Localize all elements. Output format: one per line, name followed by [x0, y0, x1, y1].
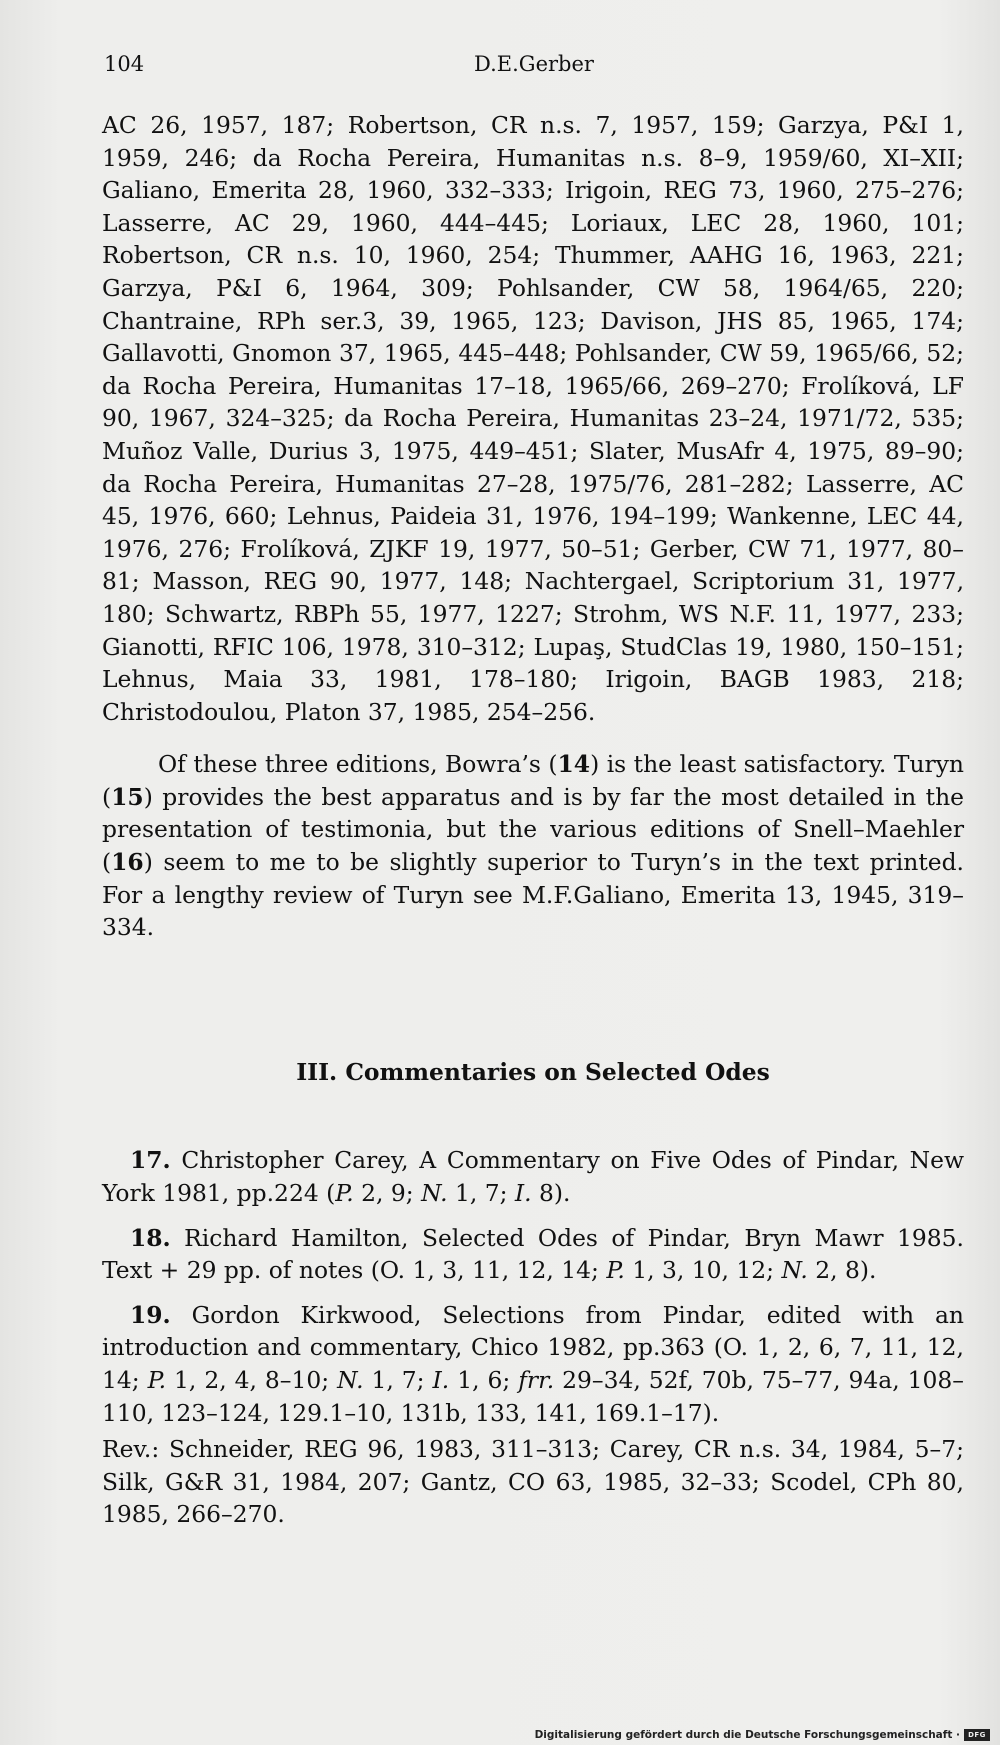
entry-text-segment: 29–34, 52f, 70b, 75–77, 94a, 108–110, 123–124, 129.1–10, 131b, 133, 141, 169.1–17). — [102, 1366, 964, 1427]
ref-16: 16 — [111, 848, 144, 877]
nemean-abbrev: N. — [337, 1366, 364, 1394]
entry-19-reviews: Rev.: Schneider, REG 96, 1983, 311–313; Carey, CR n.s. 34, 1984, 5–7; Silk, G&R 31, 1984, 207; Gantz, CO 63, 1985, 32–33; Scodel, CPh 80, 1985, 266–270. — [102, 1435, 964, 1529]
fragments-abbrev: frr. — [518, 1366, 555, 1394]
body-text — [102, 109, 964, 1531]
bibliography-entry-18 — [102, 1222, 964, 1287]
credit-text: Digitalisierung gefördert durch die Deutsche Forschungsgemeinschaft · — [534, 1729, 960, 1741]
page-number: 104 — [104, 52, 145, 76]
ref-14: 14 — [557, 750, 591, 779]
entry-text-segment: 1, 2, 4, 8–10; — [166, 1366, 338, 1394]
comparison-text-2: ) is the least satisfactory. Turyn ( — [102, 750, 964, 811]
entry-text-segment: 1, 3, 10, 12; — [624, 1256, 782, 1285]
entry-text: Gordon Kirkwood, Selections from Pindar, edited with an introduction and commentary, Chico 1982, pp.363 (O. 1, 2, 6, 7, 11, 12, 14; — [102, 1300, 964, 1394]
entry-number: 19. — [130, 1300, 171, 1329]
nemean-abbrev: N. — [781, 1256, 808, 1285]
section-heading: III. Commentaries on Selected Odes — [296, 1057, 770, 1086]
dfg-logo: DFG — [964, 1729, 990, 1741]
entry-text-segment: 1, 7; — [363, 1366, 433, 1394]
review-list-continuation: AC 26, 1957, 187; Robertson, CR n.s. 7, 1957, 159; Garzya, P&I 1, 1959, 246; da Rocha Pereira, Humanitas n.s. 8–9, 1959/60, XI–XII; Galiano, Emerita 28, 1960, 332–333; Irigoin, REG 73, 1960, 275–276; Lasserre, AC 29, 1960, 444–445; Loriaux, LEC 28, 1960, 101; Robertson, CR n.s. 10, 1960, 254; Thummer, AAHG 16, 1963, 221; Garzya, P&I 6, 1964, 309; Pohlsander, CW 58, 1964/65, 220; Chantraine, RPh ser.3, 39, 1965, 123; Davison, JHS 85, 1965, 174; Gallavotti, Gnomon 37, 1965, 445–448; Pohlsander, CW 59, 1965/66, 52; da Rocha Pereira, Humanitas 17–18, 1965/66, 269–270; Frolíková, LF 90, 1967, 324–325; da Rocha Pereira, Humanitas 23–24, 1971/72, 535; Muñoz Valle, Durius 3, 1975, 449–451; Slater, MusAfr 4, 1975, 89–90; da Rocha Pereira, Humanitas 27–28, 1975/76, 281–282; Lasserre, AC 45, 1976, 660; Lehnus, Paideia 31, 1976, 194–199; Wankenne, LEC 44, 1976, 276; Frolíková, ZJKF 19, 1977, 50–51; Gerber, CW 71, 1977, 80–81; Masson, REG 90, 1977, 148; Nachtergael, Scriptorium 31, 1977, 180; Schwartz, RBPh 55, 1977, 1227; Strohm, WS N.F. 11, 1977, 233; Gianotti, RFIC 106, 1978, 310–312; Lupaş, StudClas 19, 1980, 150–151; Lehnus, Maia 33, 1981, 178–180; Irigoin, BAGB 1983, 218; Christodoulou, Platon 37, 1985, 254–256. — [102, 111, 964, 726]
pythian-abbrev: P. — [335, 1179, 354, 1208]
entry-text-segment: 2, 9; — [353, 1179, 422, 1208]
running-head: D.E.Gerber — [474, 52, 594, 76]
bibliography-entry-17 — [102, 1144, 964, 1209]
ref-15: 15 — [111, 782, 144, 811]
entry-text-segment: 1, 7; — [447, 1179, 515, 1208]
entry-text-segment: 8). — [531, 1179, 571, 1208]
pythian-abbrev: P. — [147, 1366, 167, 1394]
bibliography-entry-19 — [102, 1299, 964, 1429]
entry-number: 18. — [130, 1223, 171, 1252]
entry-text: Richard Hamilton, Selected Odes of Pindar, Bryn Mawr 1985. Text + 29 pp. of notes (O. 1, 3, 11, 12, 14; — [102, 1223, 964, 1285]
comparison-text-3: ) provides the best apparatus and is by far the most detailed in the presentation of testimonia, but the various editions of Snell–Maehler ( — [102, 782, 964, 877]
entry-number: 17. — [130, 1146, 171, 1175]
nemean-abbrev: N. — [421, 1179, 448, 1208]
editions-comparison-paragraph — [102, 748, 964, 944]
comparison-text-1: Of these three editions, Bowra’s ( — [158, 750, 558, 779]
isthmian-abbrev: I. — [432, 1366, 450, 1394]
page-header — [104, 52, 964, 82]
comparison-text-4: ) seem to me to be slightly superior to Turyn’s in the text printed. For a lengthy review of Turyn see M.F.Galiano, Emerita 13, 1945, 319–334. — [102, 848, 964, 942]
entry-text: Christopher Carey, A Commentary on Five Odes of Pindar, New York 1981, pp.224 ( — [102, 1146, 964, 1208]
digitization-credit — [535, 1729, 990, 1741]
pythian-abbrev: P. — [606, 1256, 625, 1285]
entry-text-segment: 2, 8). — [807, 1256, 877, 1285]
isthmian-abbrev: I. — [514, 1179, 532, 1208]
entry-text-segment: 1, 6; — [449, 1366, 519, 1394]
